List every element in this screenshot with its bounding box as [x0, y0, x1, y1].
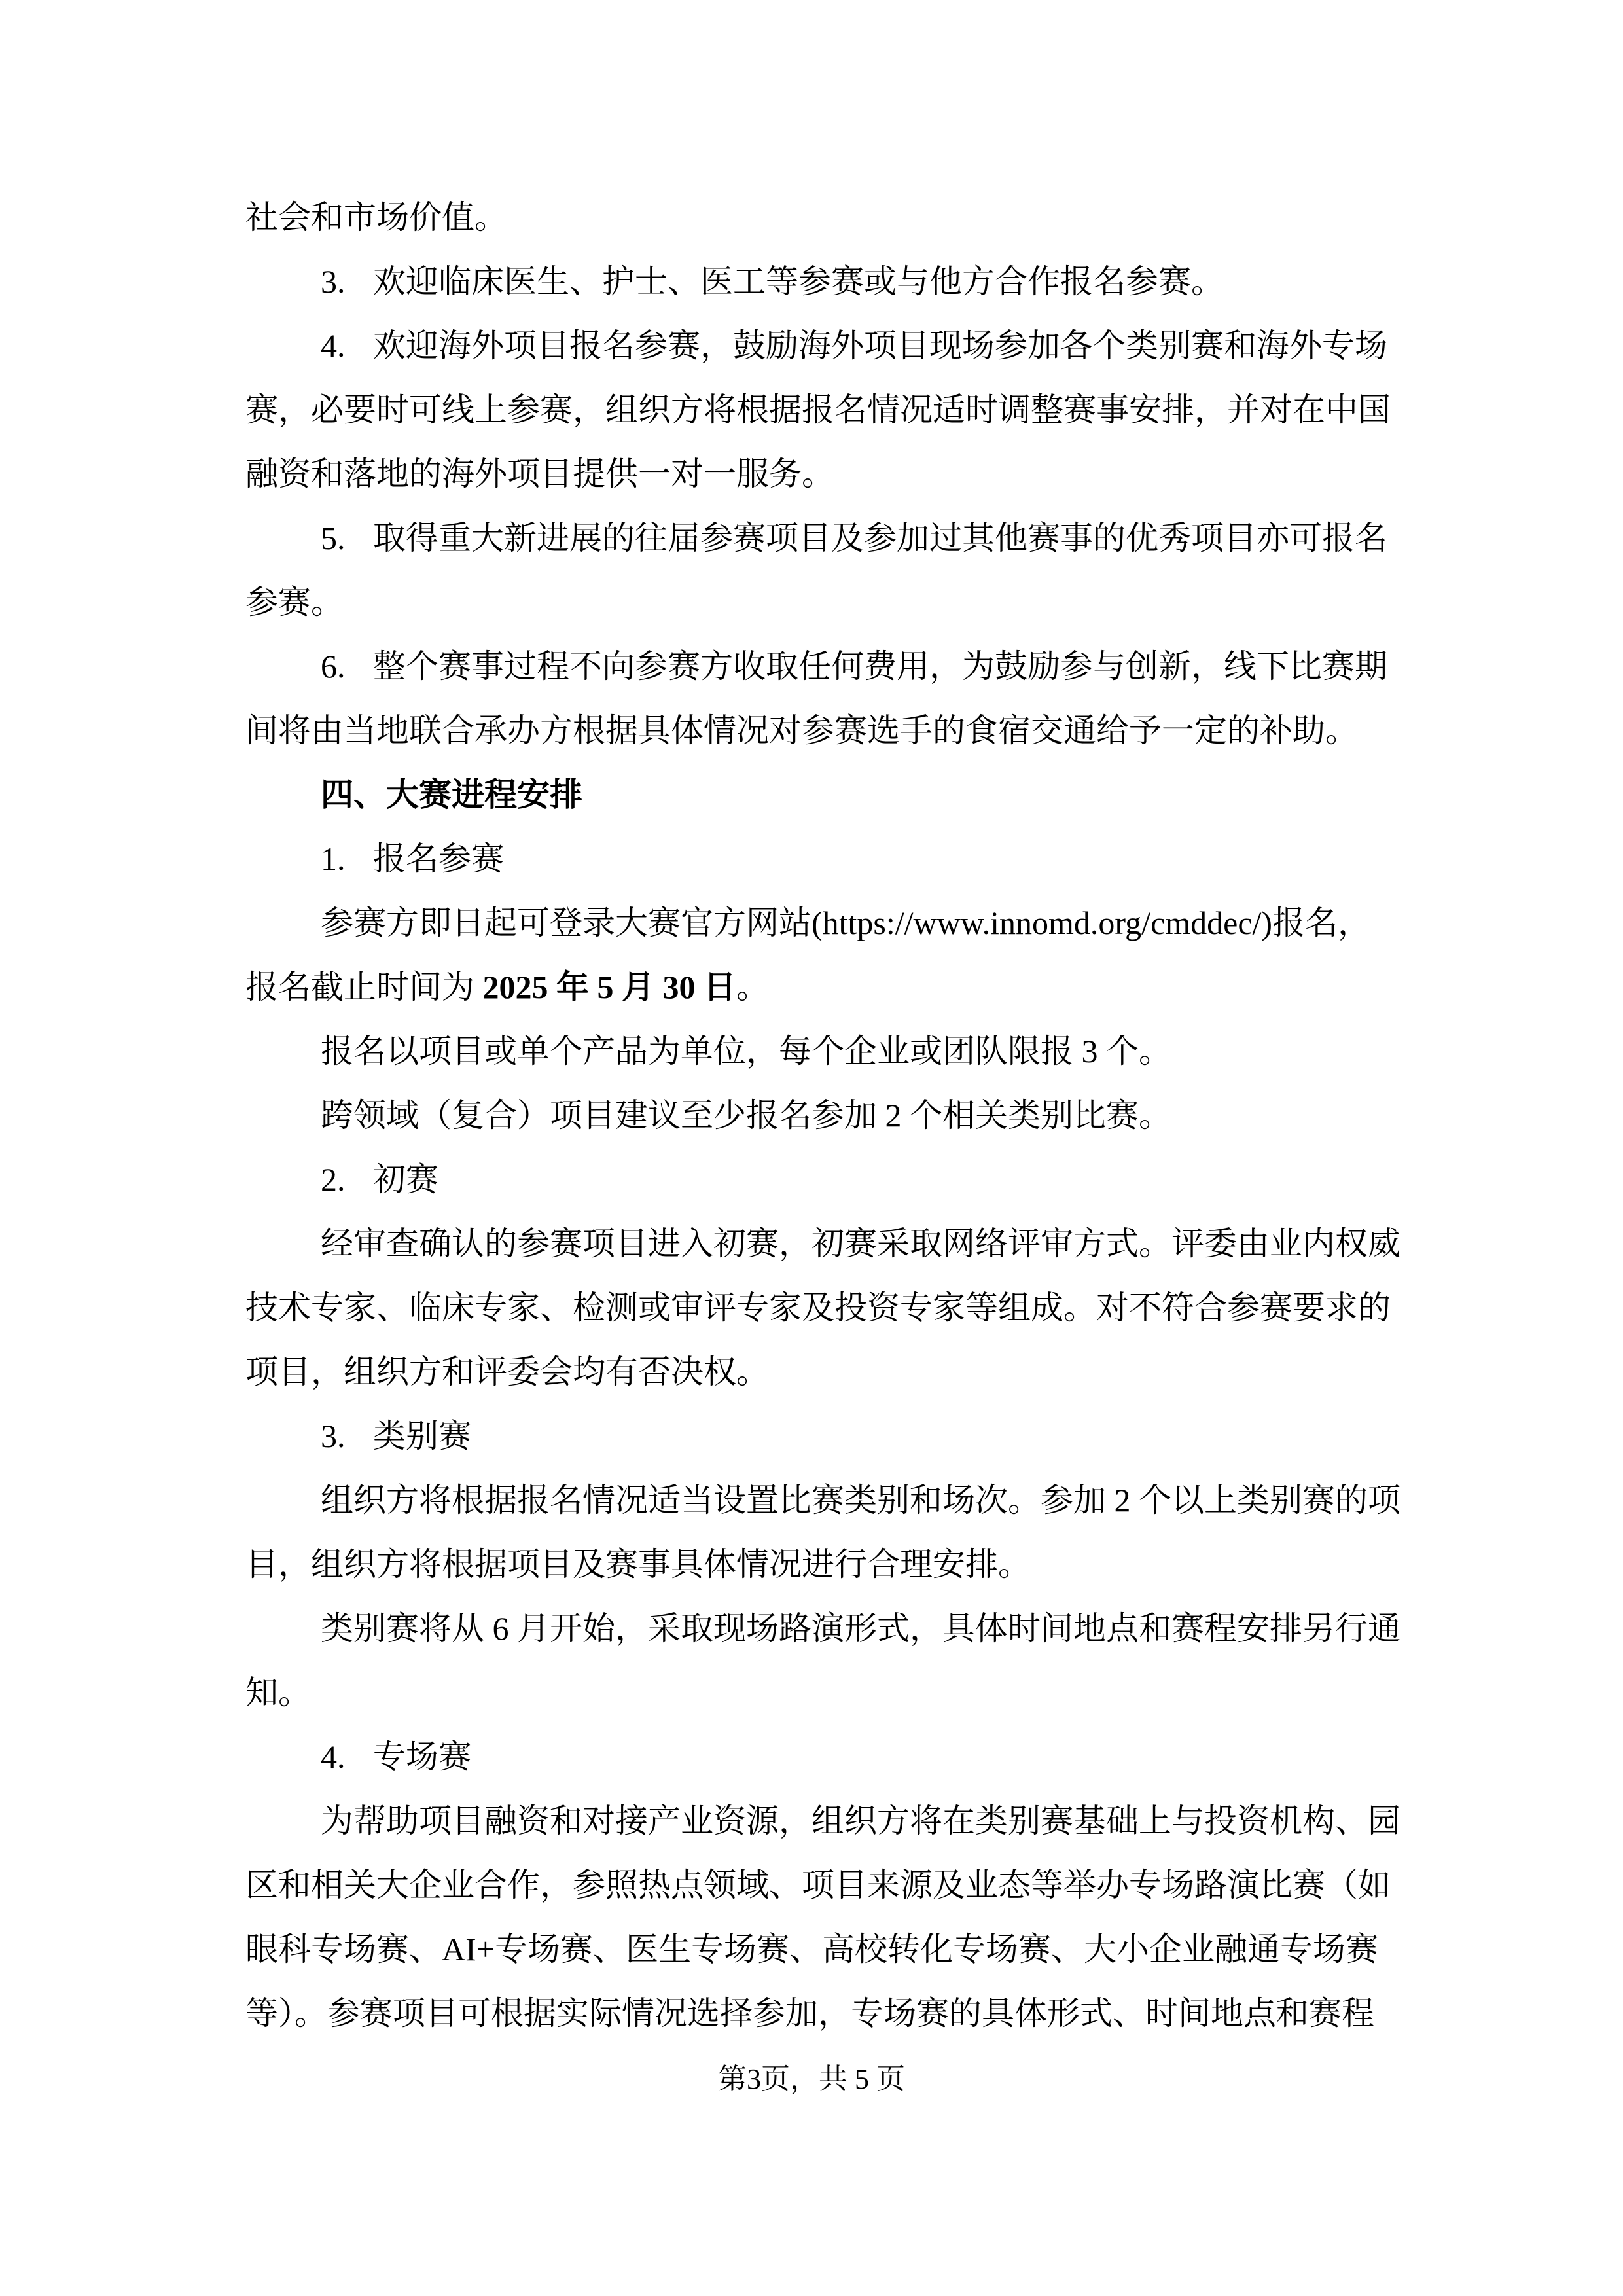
- text-line: [245, 1468, 1400, 1532]
- text-segment: 社会和市场价值。: [245, 199, 507, 236]
- list-number: 4.: [321, 1738, 346, 1775]
- list-number: 2.: [321, 1161, 346, 1198]
- text-line: [245, 1404, 1397, 1468]
- text-segment: 2025 年 5 月 30 日: [482, 969, 736, 1005]
- text-line: [245, 1276, 1397, 1340]
- text-line: [245, 506, 1397, 570]
- text-line: [245, 1789, 1400, 1853]
- text-segment: 整个赛事过程不向参赛方收取任何费用，为鼓励参与创新，线下比赛期: [373, 648, 1387, 685]
- text-segment: 跨领域（复合）项目建议至少报名参加 2 个相关类别比赛。: [321, 1097, 1171, 1134]
- text-line: [245, 1340, 1397, 1404]
- text-segment: 为帮助项目融资和对接产业资源，组织方将在类别赛基础上与投资机构、园: [321, 1803, 1400, 1839]
- text-segment: 融资和落地的海外项目提供一对一服务。: [245, 456, 834, 492]
- text-line: [245, 1725, 1397, 1789]
- text-segment: 等）。参赛项目可根据实际情况选择参加，专场赛的具体形式、时间地点和赛程: [245, 1995, 1374, 2032]
- text-segment: 参赛方即日起可登录大赛官方网站(https://www.innomd.org/cmddec/)报名，: [321, 905, 1371, 941]
- text-segment: 组织方将根据报名情况适当设置比赛类别和场次。参加 2 个以上类别赛的项: [321, 1482, 1400, 1518]
- text-segment: 。: [736, 969, 769, 1005]
- text-line: [245, 378, 1397, 442]
- text-line: [245, 185, 1397, 249]
- list-number: 1.: [321, 840, 346, 877]
- text-segment: 项目，组织方和评委会均有否决权。: [245, 1354, 769, 1390]
- text-segment: 类别赛将从 6 月开始，采取现场路演形式，具体时间地点和赛程安排另行通: [321, 1610, 1400, 1647]
- text-segment: 区和相关大企业合作，参照热点领域、项目来源及业态等举办专场路演比赛（如: [245, 1867, 1391, 1903]
- text-line: [245, 1660, 1397, 1725]
- text-line: [245, 1211, 1400, 1276]
- list-number: 3.: [321, 1418, 346, 1454]
- text-segment: 技术专家、临床专家、检测或审评专家及投资专家等组成。对不符合参赛要求的: [245, 1289, 1391, 1326]
- list-number: 3.: [321, 263, 346, 300]
- text-line: [245, 1019, 1397, 1083]
- text-line: [245, 955, 1397, 1019]
- list-number: 6.: [321, 648, 346, 685]
- text-segment: 报名以项目或单个产品为单位，每个企业或团队限报 3 个。: [321, 1033, 1171, 1069]
- document-body: [245, 185, 1400, 2045]
- text-segment: 赛，必要时可线上参赛，组织方将根据报名情况适时调整赛事安排，并对在中国: [245, 391, 1391, 428]
- text-line: [245, 1917, 1397, 1981]
- text-segment: 目，组织方将根据项目及赛事具体情况进行合理安排。: [245, 1546, 1031, 1583]
- text-segment: 报名截止时间为: [245, 969, 483, 1005]
- text-segment: 四、大赛进程安排: [321, 776, 582, 813]
- text-line: [245, 1083, 1397, 1147]
- list-number: 5.: [321, 520, 346, 556]
- text-line: [245, 634, 1397, 698]
- text-line: [245, 1147, 1397, 1211]
- text-line: [245, 1981, 1397, 2045]
- text-segment: 初赛: [373, 1161, 438, 1198]
- page-number-text: 第3页，共 5 页: [718, 2063, 905, 2095]
- text-line: [245, 698, 1397, 762]
- text-line: [245, 1853, 1397, 1917]
- text-segment: 眼科专场赛、AI+专场赛、医生专场赛、高校转化专场赛、大小企业融通专场赛: [245, 1931, 1378, 1967]
- text-segment: 专场赛: [373, 1738, 471, 1775]
- text-segment: 类别赛: [373, 1418, 471, 1454]
- page-footer: [0, 2060, 1623, 2098]
- text-line: [245, 249, 1397, 314]
- text-line: [245, 442, 1397, 506]
- text-line: [245, 1532, 1397, 1596]
- text-segment: 参赛。: [245, 584, 344, 620]
- text-line: [245, 891, 1397, 955]
- text-segment: 报名参赛: [373, 840, 504, 877]
- text-segment: 经审查确认的参赛项目进入初赛，初赛采取网络评审方式。评委由业内权威: [321, 1225, 1400, 1262]
- text-line: [245, 827, 1397, 891]
- text-segment: 欢迎临床医生、护士、医工等参赛或与他方合作报名参赛。: [373, 263, 1224, 300]
- text-line: [245, 762, 1397, 827]
- list-number: 4.: [321, 327, 346, 364]
- text-segment: 知。: [245, 1674, 311, 1711]
- text-segment: 欢迎海外项目报名参赛，鼓励海外项目现场参加各个类别赛和海外专场: [373, 327, 1387, 364]
- text-line: [245, 1596, 1400, 1660]
- text-segment: 间将由当地联合承办方根据具体情况对参赛选手的食宿交通给予一定的补助。: [245, 712, 1358, 749]
- text-line: [245, 314, 1397, 378]
- text-segment: 取得重大新进展的往届参赛项目及参加过其他赛事的优秀项目亦可报名: [373, 520, 1387, 556]
- text-line: [245, 570, 1397, 634]
